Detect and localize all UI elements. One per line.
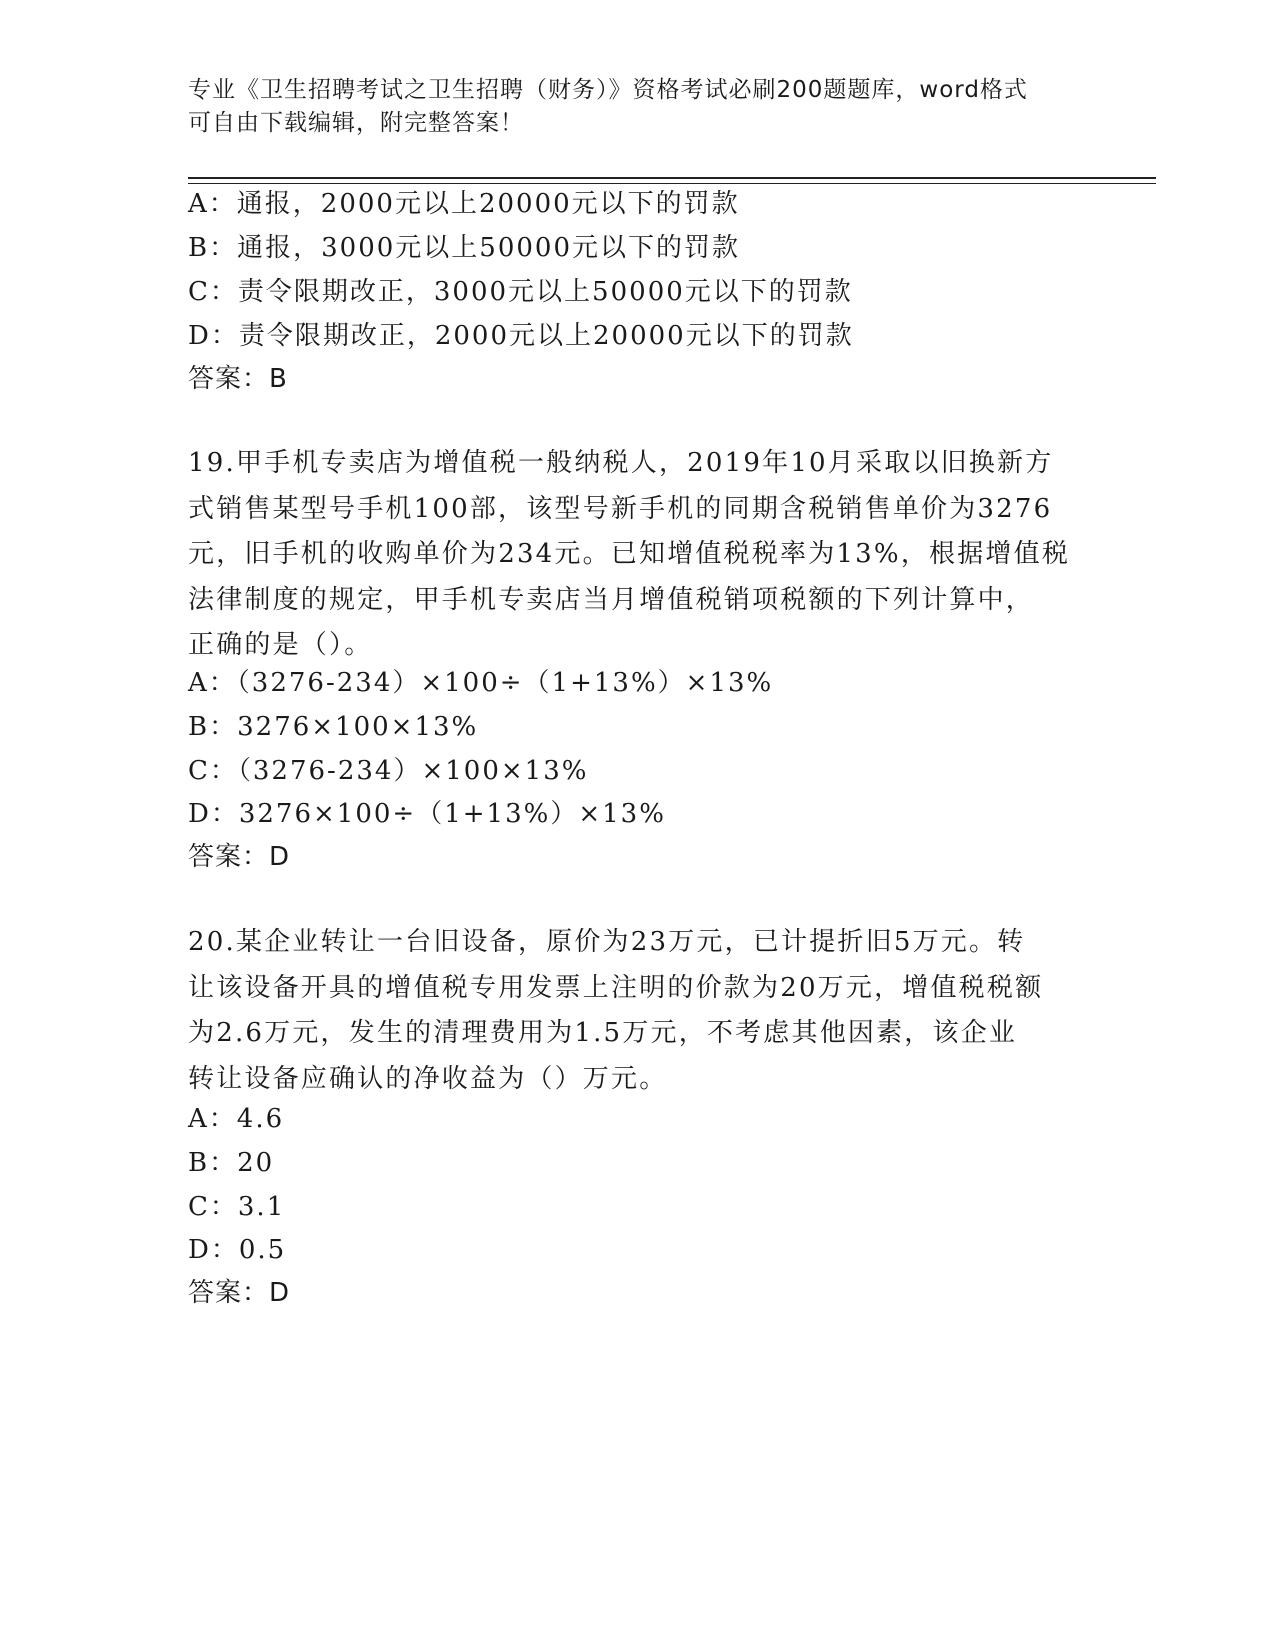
q20-stem-line: 为2.6万元，发生的清理费用为1.5万元，不考虑其他因素，该企业 xyxy=(188,1018,1018,1048)
q19-option-d: D：3276×100÷（1+13%）×13% xyxy=(188,799,666,829)
q20-stem-line: 20.某企业转让一台旧设备，原价为23万元，已计提折旧5万元。转 xyxy=(188,927,1026,957)
q19-stem-line: 式销售某型号手机100部，该型号新手机的同期含税销售单价为3276 xyxy=(188,493,1053,524)
q19-stem-line: 19.甲手机专卖店为增值税一般纳税人，2019年10月采取以旧换新方 xyxy=(188,448,1054,478)
q18-answer: 答案：B xyxy=(188,364,288,394)
document-header xyxy=(188,74,1088,140)
q20-stem xyxy=(188,920,1088,1102)
q19-option-c: C：（3276-234）×100×13% xyxy=(188,756,589,786)
header-line-2: 可自由下载编辑，附完整答案！ xyxy=(188,110,524,136)
q19-stem-line: 正确的是（）。 xyxy=(188,630,373,660)
q18-option-b: B：通报，3000元以上50000元以下的罚款 xyxy=(188,233,740,263)
q20-stem-line: 转让设备应确认的净收益为（）万元。 xyxy=(188,1063,668,1094)
q19-option-a: A：（3276-234）×100÷（1+13%）×13% xyxy=(188,668,774,698)
q20-answer: 答案：D xyxy=(188,1278,291,1308)
q20-option-d: D：0.5 xyxy=(188,1235,287,1265)
q20-option-a: A：4.6 xyxy=(188,1104,285,1134)
q20-option-b: B：20 xyxy=(188,1148,275,1178)
q19-answer: 答案：D xyxy=(188,842,291,872)
q18-option-a: A：通报，2000元以上20000元以下的罚款 xyxy=(188,189,740,219)
q18-option-c: C：责令限期改正，3000元以上50000元以下的罚款 xyxy=(188,277,853,307)
q18-option-d: D：责令限期改正，2000元以上20000元以下的罚款 xyxy=(188,321,854,351)
q19-option-b: B：3276×100×13% xyxy=(188,712,479,742)
q20-option-c: C：3.1 xyxy=(188,1192,286,1222)
q20-stem-line: 让该设备开具的增值税专用发票上注明的价款为20万元，增值税税额 xyxy=(188,972,1044,1003)
header-rule-thin xyxy=(188,183,1156,184)
header-line-1: 专业《卫生招聘考试之卫生招聘（财务）》资格考试必刷200题题库，word格式 xyxy=(188,77,1028,103)
q19-stem xyxy=(188,441,1088,669)
q19-stem-line: 元，旧手机的收购单价为234元。已知增值税税率为13%，根据增值税 xyxy=(188,539,1071,569)
header-rule-thick xyxy=(188,177,1156,179)
q19-stem-line: 法律制度的规定，甲手机专卖店当月增值税销项税额的下列计算中， xyxy=(188,584,1035,615)
